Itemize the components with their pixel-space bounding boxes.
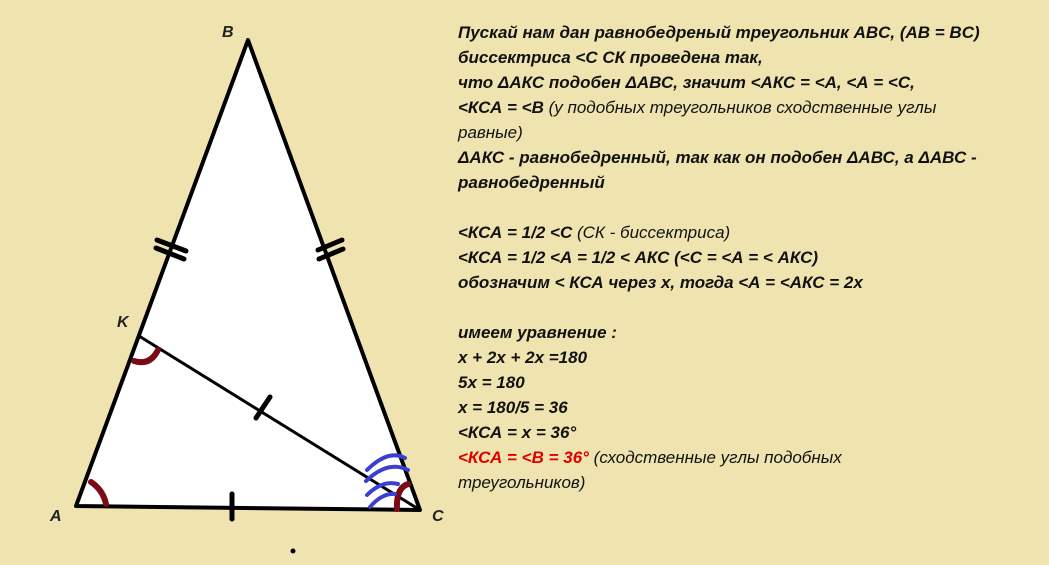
text-segment: (сходственные углы подобных <box>588 448 842 467</box>
text-line <box>458 270 1043 295</box>
vertex-label-b: B <box>222 24 234 41</box>
text-segment: Пускай нам дан равнобедреный треугольник ABC, (AB = BC) <box>458 23 980 42</box>
text-segment: 5х = 180 <box>458 373 525 392</box>
text-line <box>458 320 1043 345</box>
solution-text <box>458 20 1043 495</box>
text-line <box>458 370 1043 395</box>
text-line <box>458 345 1043 370</box>
vertex-label-a: A <box>50 508 62 525</box>
text-line <box>458 445 1043 470</box>
text-line <box>458 170 1043 195</box>
text-segment: <КСА = <В <box>458 98 544 117</box>
text-line <box>458 220 1043 245</box>
text-segment: <КСА = <В = 36° <box>458 448 589 467</box>
vertex-label-k: K <box>117 314 129 331</box>
text-line <box>458 20 1043 45</box>
text-segment: <КСА = 1/2 <А = 1/2 < АКС (<С = <А = < АКС) <box>458 248 819 267</box>
text-line <box>458 420 1043 445</box>
text-segment: (СК - биссектриса) <box>572 223 731 242</box>
text-line <box>458 145 1043 170</box>
text-line <box>458 395 1043 420</box>
triangle-abc <box>76 40 420 510</box>
text-segment: <КСА = х = 36° <box>458 423 577 442</box>
text-segment: равные) <box>458 123 523 142</box>
text-line <box>458 45 1043 70</box>
text-line <box>458 70 1043 95</box>
text-line <box>458 470 1043 495</box>
text-segment: имеем уравнение : <box>458 323 617 342</box>
text-segment: биссектриса <С СК проведена так, <box>458 48 763 67</box>
text-segment: обозначим < КСА через х, тогда <А = <АКС = 2х <box>458 273 863 292</box>
dot-mark <box>291 549 296 554</box>
text-segment: ΔАКС - равнобедренный, так как он подобен ΔАВС, а ΔАВС - <box>458 148 977 167</box>
triangle-figure <box>0 0 444 565</box>
text-segment: что ΔАКС подобен ΔАВС, значит <АКС = <А, <А = <С, <box>458 73 915 92</box>
text-line <box>458 245 1043 270</box>
text-segment: х = 180/5 = 36 <box>458 398 568 417</box>
text-segment: равнобедренный <box>458 173 605 192</box>
text-segment: треугольников) <box>458 473 586 492</box>
text-segment: (у подобных треугольников сходственные углы <box>543 98 937 117</box>
text-segment: х + 2х + 2х =180 <box>458 348 588 367</box>
text-line <box>458 195 1043 220</box>
text-line <box>458 95 1043 120</box>
text-segment: <КСА = 1/2 <С <box>458 223 573 242</box>
text-line <box>458 295 1043 320</box>
vertex-label-c: C <box>432 508 444 525</box>
text-line <box>458 120 1043 145</box>
